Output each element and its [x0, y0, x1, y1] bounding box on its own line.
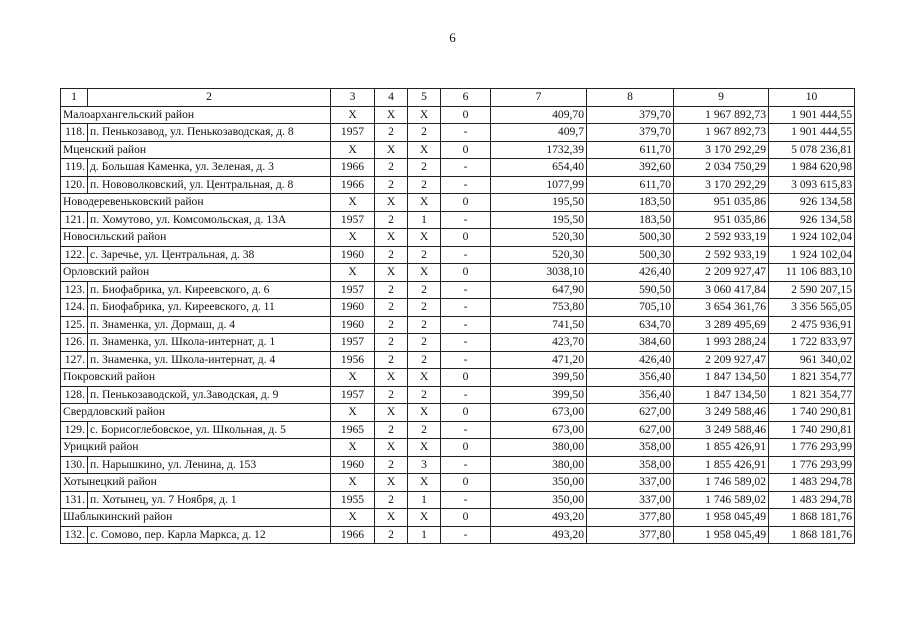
cell-c3: 1966 [331, 526, 375, 544]
table-row [61, 316, 855, 334]
cell-c5: 2 [408, 421, 441, 439]
cell-c10: 1 740 290,81 [769, 421, 855, 439]
table-row [61, 281, 855, 299]
cell-c7: 1732,39 [491, 141, 587, 159]
table-row [61, 159, 855, 177]
cell-c4: Х [375, 229, 408, 247]
address-cell: п. Знаменка, ул. Дормаш, д. 4 [88, 316, 331, 334]
cell-c7: 753,80 [491, 299, 587, 317]
cell-c10: 1 821 354,77 [769, 369, 855, 387]
district-row [61, 229, 855, 247]
row-number: 121. [61, 211, 88, 229]
cell-c8: 627,00 [587, 421, 674, 439]
cell-c4: 2 [375, 211, 408, 229]
cell-c10: 5 078 236,81 [769, 141, 855, 159]
cell-c4: Х [375, 439, 408, 457]
cell-c4: 2 [375, 246, 408, 264]
cell-c7: 493,20 [491, 526, 587, 544]
cell-c4: Х [375, 106, 408, 124]
cell-c3: Х [331, 404, 375, 422]
table-row [61, 211, 855, 229]
cell-c3: 1957 [331, 281, 375, 299]
cell-c10: 1 740 290,81 [769, 404, 855, 422]
cell-c5: 2 [408, 316, 441, 334]
table-row [61, 334, 855, 352]
address-cell: д. Большая Каменка, ул. Зеленая, д. 3 [88, 159, 331, 177]
cell-c6: - [441, 526, 491, 544]
row-number: 122. [61, 246, 88, 264]
table-row [61, 456, 855, 474]
cell-c8: 379,70 [587, 124, 674, 142]
table-row [61, 176, 855, 194]
cell-c8: 500,30 [587, 246, 674, 264]
cell-c8: 392,60 [587, 159, 674, 177]
cell-c10: 11 106 883,10 [769, 264, 855, 282]
cell-c4: Х [375, 509, 408, 527]
column-number-header-row [61, 89, 855, 107]
cell-c7: 350,00 [491, 491, 587, 509]
table-row [61, 299, 855, 317]
cell-c10: 1 868 181,76 [769, 509, 855, 527]
cell-c10: 1 776 293,99 [769, 439, 855, 457]
district-row [61, 141, 855, 159]
cell-c7: 3038,10 [491, 264, 587, 282]
cell-c5: 1 [408, 491, 441, 509]
district-row [61, 439, 855, 457]
cell-c8: 426,40 [587, 264, 674, 282]
column-header: 3 [331, 89, 375, 107]
district-row [61, 509, 855, 527]
cell-c5: 2 [408, 299, 441, 317]
cell-c6: 0 [441, 439, 491, 457]
district-name: Свердловский район [61, 404, 331, 422]
cell-c3: Х [331, 194, 375, 212]
cell-c6: - [441, 421, 491, 439]
cell-c4: 2 [375, 456, 408, 474]
cell-c10: 1 901 444,55 [769, 106, 855, 124]
address-cell: п. Знаменка, ул. Школа-интернат, д. 1 [88, 334, 331, 352]
cell-c8: 611,70 [587, 176, 674, 194]
cell-c6: - [441, 159, 491, 177]
cell-c5: 2 [408, 124, 441, 142]
address-cell: с. Борисоглебовское, ул. Школьная, д. 5 [88, 421, 331, 439]
cell-c10: 961 340,02 [769, 351, 855, 369]
cell-c9: 3 170 292,29 [674, 176, 769, 194]
cell-c4: 2 [375, 176, 408, 194]
cell-c9: 3 060 417,84 [674, 281, 769, 299]
cell-c10: 1 868 181,76 [769, 526, 855, 544]
cell-c7: 380,00 [491, 456, 587, 474]
cell-c7: 647,90 [491, 281, 587, 299]
cell-c7: 350,00 [491, 474, 587, 492]
cell-c6: - [441, 334, 491, 352]
row-number: 127. [61, 351, 88, 369]
cell-c9: 2 592 933,19 [674, 246, 769, 264]
cell-c3: 1966 [331, 159, 375, 177]
district-row [61, 106, 855, 124]
cell-c7: 1077,99 [491, 176, 587, 194]
cell-c6: 0 [441, 106, 491, 124]
cell-c9: 3 654 361,76 [674, 299, 769, 317]
row-number: 128. [61, 386, 88, 404]
column-header: 10 [769, 89, 855, 107]
cell-c4: Х [375, 369, 408, 387]
cell-c3: 1960 [331, 246, 375, 264]
cell-c5: 2 [408, 246, 441, 264]
district-name: Шаблыкинский район [61, 509, 331, 527]
cell-c7: 520,30 [491, 246, 587, 264]
cell-c5: 1 [408, 211, 441, 229]
cell-c9: 1 746 589,02 [674, 474, 769, 492]
cell-c9: 1 855 426,91 [674, 439, 769, 457]
address-cell: п. Нарышкино, ул. Ленина, д. 153 [88, 456, 331, 474]
column-header: 2 [88, 89, 331, 107]
cell-c5: 2 [408, 281, 441, 299]
district-name: Орловский район [61, 264, 331, 282]
row-number: 132. [61, 526, 88, 544]
table-row [61, 124, 855, 142]
cell-c8: 358,00 [587, 456, 674, 474]
cell-c5: Х [408, 141, 441, 159]
cell-c7: 741,50 [491, 316, 587, 334]
row-number: 123. [61, 281, 88, 299]
cell-c3: 1966 [331, 176, 375, 194]
cell-c9: 2 209 927,47 [674, 351, 769, 369]
district-name: Малоархангельский район [61, 106, 331, 124]
cell-c5: Х [408, 404, 441, 422]
cell-c10: 3 356 565,05 [769, 299, 855, 317]
cell-c8: 377,80 [587, 526, 674, 544]
cell-c9: 1 847 134,50 [674, 386, 769, 404]
cell-c4: 2 [375, 526, 408, 544]
cell-c9: 1 958 045,49 [674, 526, 769, 544]
column-header: 1 [61, 89, 88, 107]
cell-c7: 520,30 [491, 229, 587, 247]
cell-c5: Х [408, 439, 441, 457]
cell-c8: 384,60 [587, 334, 674, 352]
district-name: Покровский район [61, 369, 331, 387]
cell-c10: 1 924 102,04 [769, 246, 855, 264]
cell-c4: 2 [375, 334, 408, 352]
cell-c4: 2 [375, 316, 408, 334]
column-header: 7 [491, 89, 587, 107]
cell-c7: 654,40 [491, 159, 587, 177]
cell-c9: 3 249 588,46 [674, 404, 769, 422]
address-cell: п. Биофабрика, ул. Киреевского, д. 6 [88, 281, 331, 299]
address-cell: п. Пенькозаводской, ул.Заводская, д. 9 [88, 386, 331, 404]
cell-c9: 3 249 588,46 [674, 421, 769, 439]
address-cell: п. Биофабрика, ул. Киреевского, д. 11 [88, 299, 331, 317]
cell-c4: Х [375, 264, 408, 282]
cell-c5: Х [408, 264, 441, 282]
cell-c8: 705,10 [587, 299, 674, 317]
cell-c3: 1957 [331, 334, 375, 352]
cell-c10: 2 475 936,91 [769, 316, 855, 334]
row-number: 125. [61, 316, 88, 334]
cell-c9: 1 967 892,73 [674, 106, 769, 124]
cell-c7: 399,50 [491, 386, 587, 404]
cell-c10: 926 134,58 [769, 211, 855, 229]
cell-c5: 2 [408, 159, 441, 177]
district-name: Мценский район [61, 141, 331, 159]
cell-c9: 1 967 892,73 [674, 124, 769, 142]
cell-c10: 1 776 293,99 [769, 456, 855, 474]
address-cell: с. Сомово, пер. Карла Маркса, д. 12 [88, 526, 331, 544]
district-row [61, 369, 855, 387]
cell-c5: 1 [408, 526, 441, 544]
cell-c7: 195,50 [491, 211, 587, 229]
cell-c5: Х [408, 194, 441, 212]
row-number: 130. [61, 456, 88, 474]
cell-c3: Х [331, 106, 375, 124]
cell-c7: 423,70 [491, 334, 587, 352]
table-row [61, 351, 855, 369]
address-cell: п. Нововолковский, ул. Центральная, д. 8 [88, 176, 331, 194]
cell-c4: Х [375, 474, 408, 492]
cell-c5: 2 [408, 351, 441, 369]
table-row [61, 386, 855, 404]
cell-c3: 1960 [331, 299, 375, 317]
cell-c5: 2 [408, 386, 441, 404]
cell-c3: Х [331, 141, 375, 159]
cell-c4: 2 [375, 281, 408, 299]
table-row [61, 491, 855, 509]
cell-c8: 611,70 [587, 141, 674, 159]
cell-c8: 627,00 [587, 404, 674, 422]
cell-c9: 2 034 750,29 [674, 159, 769, 177]
cell-c9: 3 289 495,69 [674, 316, 769, 334]
row-number: 124. [61, 299, 88, 317]
cell-c5: Х [408, 106, 441, 124]
page-number: 6 [449, 30, 456, 45]
cell-c6: 0 [441, 264, 491, 282]
cell-c7: 471,20 [491, 351, 587, 369]
column-header: 8 [587, 89, 674, 107]
cell-c6: 0 [441, 474, 491, 492]
cell-c5: Х [408, 509, 441, 527]
cell-c6: - [441, 124, 491, 142]
cell-c9: 951 035,86 [674, 211, 769, 229]
cell-c9: 2 209 927,47 [674, 264, 769, 282]
table-body [61, 106, 855, 544]
district-name: Хотынецкий район [61, 474, 331, 492]
district-name: Новодеревеньковский район [61, 194, 331, 212]
cell-c6: 0 [441, 194, 491, 212]
cell-c3: 1957 [331, 124, 375, 142]
cell-c4: 2 [375, 386, 408, 404]
housing-register-table [60, 88, 855, 544]
cell-c8: 634,70 [587, 316, 674, 334]
address-cell: п. Хотынец, ул. 7 Ноября, д. 1 [88, 491, 331, 509]
cell-c6: 0 [441, 369, 491, 387]
row-number: 118. [61, 124, 88, 142]
cell-c10: 1 483 294,78 [769, 474, 855, 492]
cell-c6: - [441, 456, 491, 474]
cell-c7: 409,7 [491, 124, 587, 142]
cell-c9: 2 592 933,19 [674, 229, 769, 247]
cell-c3: Х [331, 439, 375, 457]
cell-c6: - [441, 281, 491, 299]
cell-c9: 1 855 426,91 [674, 456, 769, 474]
cell-c8: 377,80 [587, 509, 674, 527]
cell-c7: 399,50 [491, 369, 587, 387]
row-number: 120. [61, 176, 88, 194]
cell-c9: 1 993 288,24 [674, 334, 769, 352]
column-header: 9 [674, 89, 769, 107]
address-cell: п. Хомутово, ул. Комсомольская, д. 13А [88, 211, 331, 229]
cell-c8: 337,00 [587, 474, 674, 492]
cell-c5: 3 [408, 456, 441, 474]
cell-c10: 1 821 354,77 [769, 386, 855, 404]
cell-c3: 1957 [331, 386, 375, 404]
cell-c9: 1 847 134,50 [674, 369, 769, 387]
cell-c7: 673,00 [491, 421, 587, 439]
cell-c5: Х [408, 369, 441, 387]
cell-c4: 2 [375, 491, 408, 509]
cell-c6: - [441, 299, 491, 317]
cell-c5: Х [408, 474, 441, 492]
address-cell: с. Заречье, ул. Центральная, д. 38 [88, 246, 331, 264]
cell-c3: Х [331, 229, 375, 247]
cell-c8: 183,50 [587, 194, 674, 212]
cell-c3: Х [331, 369, 375, 387]
cell-c7: 195,50 [491, 194, 587, 212]
cell-c8: 590,50 [587, 281, 674, 299]
cell-c10: 1 984 620,98 [769, 159, 855, 177]
cell-c5: 2 [408, 176, 441, 194]
table-row [61, 421, 855, 439]
cell-c8: 500,30 [587, 229, 674, 247]
cell-c8: 379,70 [587, 106, 674, 124]
cell-c6: 0 [441, 141, 491, 159]
cell-c6: - [441, 176, 491, 194]
row-number: 129. [61, 421, 88, 439]
cell-c3: 1956 [331, 351, 375, 369]
cell-c6: 0 [441, 509, 491, 527]
cell-c6: - [441, 491, 491, 509]
district-row [61, 264, 855, 282]
cell-c8: 356,40 [587, 369, 674, 387]
cell-c3: 1965 [331, 421, 375, 439]
cell-c4: Х [375, 194, 408, 212]
cell-c3: 1960 [331, 456, 375, 474]
cell-c4: 2 [375, 159, 408, 177]
district-row [61, 194, 855, 212]
cell-c8: 358,00 [587, 439, 674, 457]
district-row [61, 474, 855, 492]
cell-c5: 2 [408, 334, 441, 352]
cell-c10: 2 590 207,15 [769, 281, 855, 299]
cell-c4: 2 [375, 351, 408, 369]
cell-c7: 380,00 [491, 439, 587, 457]
cell-c3: 1955 [331, 491, 375, 509]
cell-c9: 3 170 292,29 [674, 141, 769, 159]
cell-c5: Х [408, 229, 441, 247]
cell-c6: 0 [441, 404, 491, 422]
cell-c9: 951 035,86 [674, 194, 769, 212]
cell-c10: 1 924 102,04 [769, 229, 855, 247]
cell-c4: 2 [375, 124, 408, 142]
address-cell: п. Знаменка, ул. Школа-интернат, д. 4 [88, 351, 331, 369]
cell-c7: 673,00 [491, 404, 587, 422]
cell-c6: - [441, 246, 491, 264]
cell-c8: 337,00 [587, 491, 674, 509]
column-header: 5 [408, 89, 441, 107]
cell-c4: Х [375, 404, 408, 422]
cell-c3: Х [331, 509, 375, 527]
cell-c3: 1957 [331, 211, 375, 229]
table-row [61, 246, 855, 264]
cell-c10: 1 722 833,97 [769, 334, 855, 352]
district-name: Урицкий район [61, 439, 331, 457]
cell-c3: Х [331, 474, 375, 492]
cell-c8: 356,40 [587, 386, 674, 404]
cell-c4: Х [375, 141, 408, 159]
district-name: Новосильский район [61, 229, 331, 247]
cell-c7: 409,70 [491, 106, 587, 124]
cell-c10: 926 134,58 [769, 194, 855, 212]
cell-c6: - [441, 211, 491, 229]
cell-c3: Х [331, 264, 375, 282]
cell-c10: 1 901 444,55 [769, 124, 855, 142]
row-number: 126. [61, 334, 88, 352]
cell-c9: 1 746 589,02 [674, 491, 769, 509]
cell-c6: - [441, 351, 491, 369]
cell-c6: 0 [441, 229, 491, 247]
row-number: 119. [61, 159, 88, 177]
address-cell: п. Пенькозавод, ул. Пенькозаводская, д. 8 [88, 124, 331, 142]
cell-c8: 426,40 [587, 351, 674, 369]
column-header: 4 [375, 89, 408, 107]
column-header: 6 [441, 89, 491, 107]
cell-c9: 1 958 045,49 [674, 509, 769, 527]
district-row [61, 404, 855, 422]
cell-c6: - [441, 386, 491, 404]
table-row [61, 526, 855, 544]
cell-c10: 1 483 294,78 [769, 491, 855, 509]
cell-c4: 2 [375, 299, 408, 317]
row-number: 131. [61, 491, 88, 509]
cell-c8: 183,50 [587, 211, 674, 229]
cell-c6: - [441, 316, 491, 334]
cell-c7: 493,20 [491, 509, 587, 527]
cell-c3: 1960 [331, 316, 375, 334]
cell-c4: 2 [375, 421, 408, 439]
cell-c10: 3 093 615,83 [769, 176, 855, 194]
